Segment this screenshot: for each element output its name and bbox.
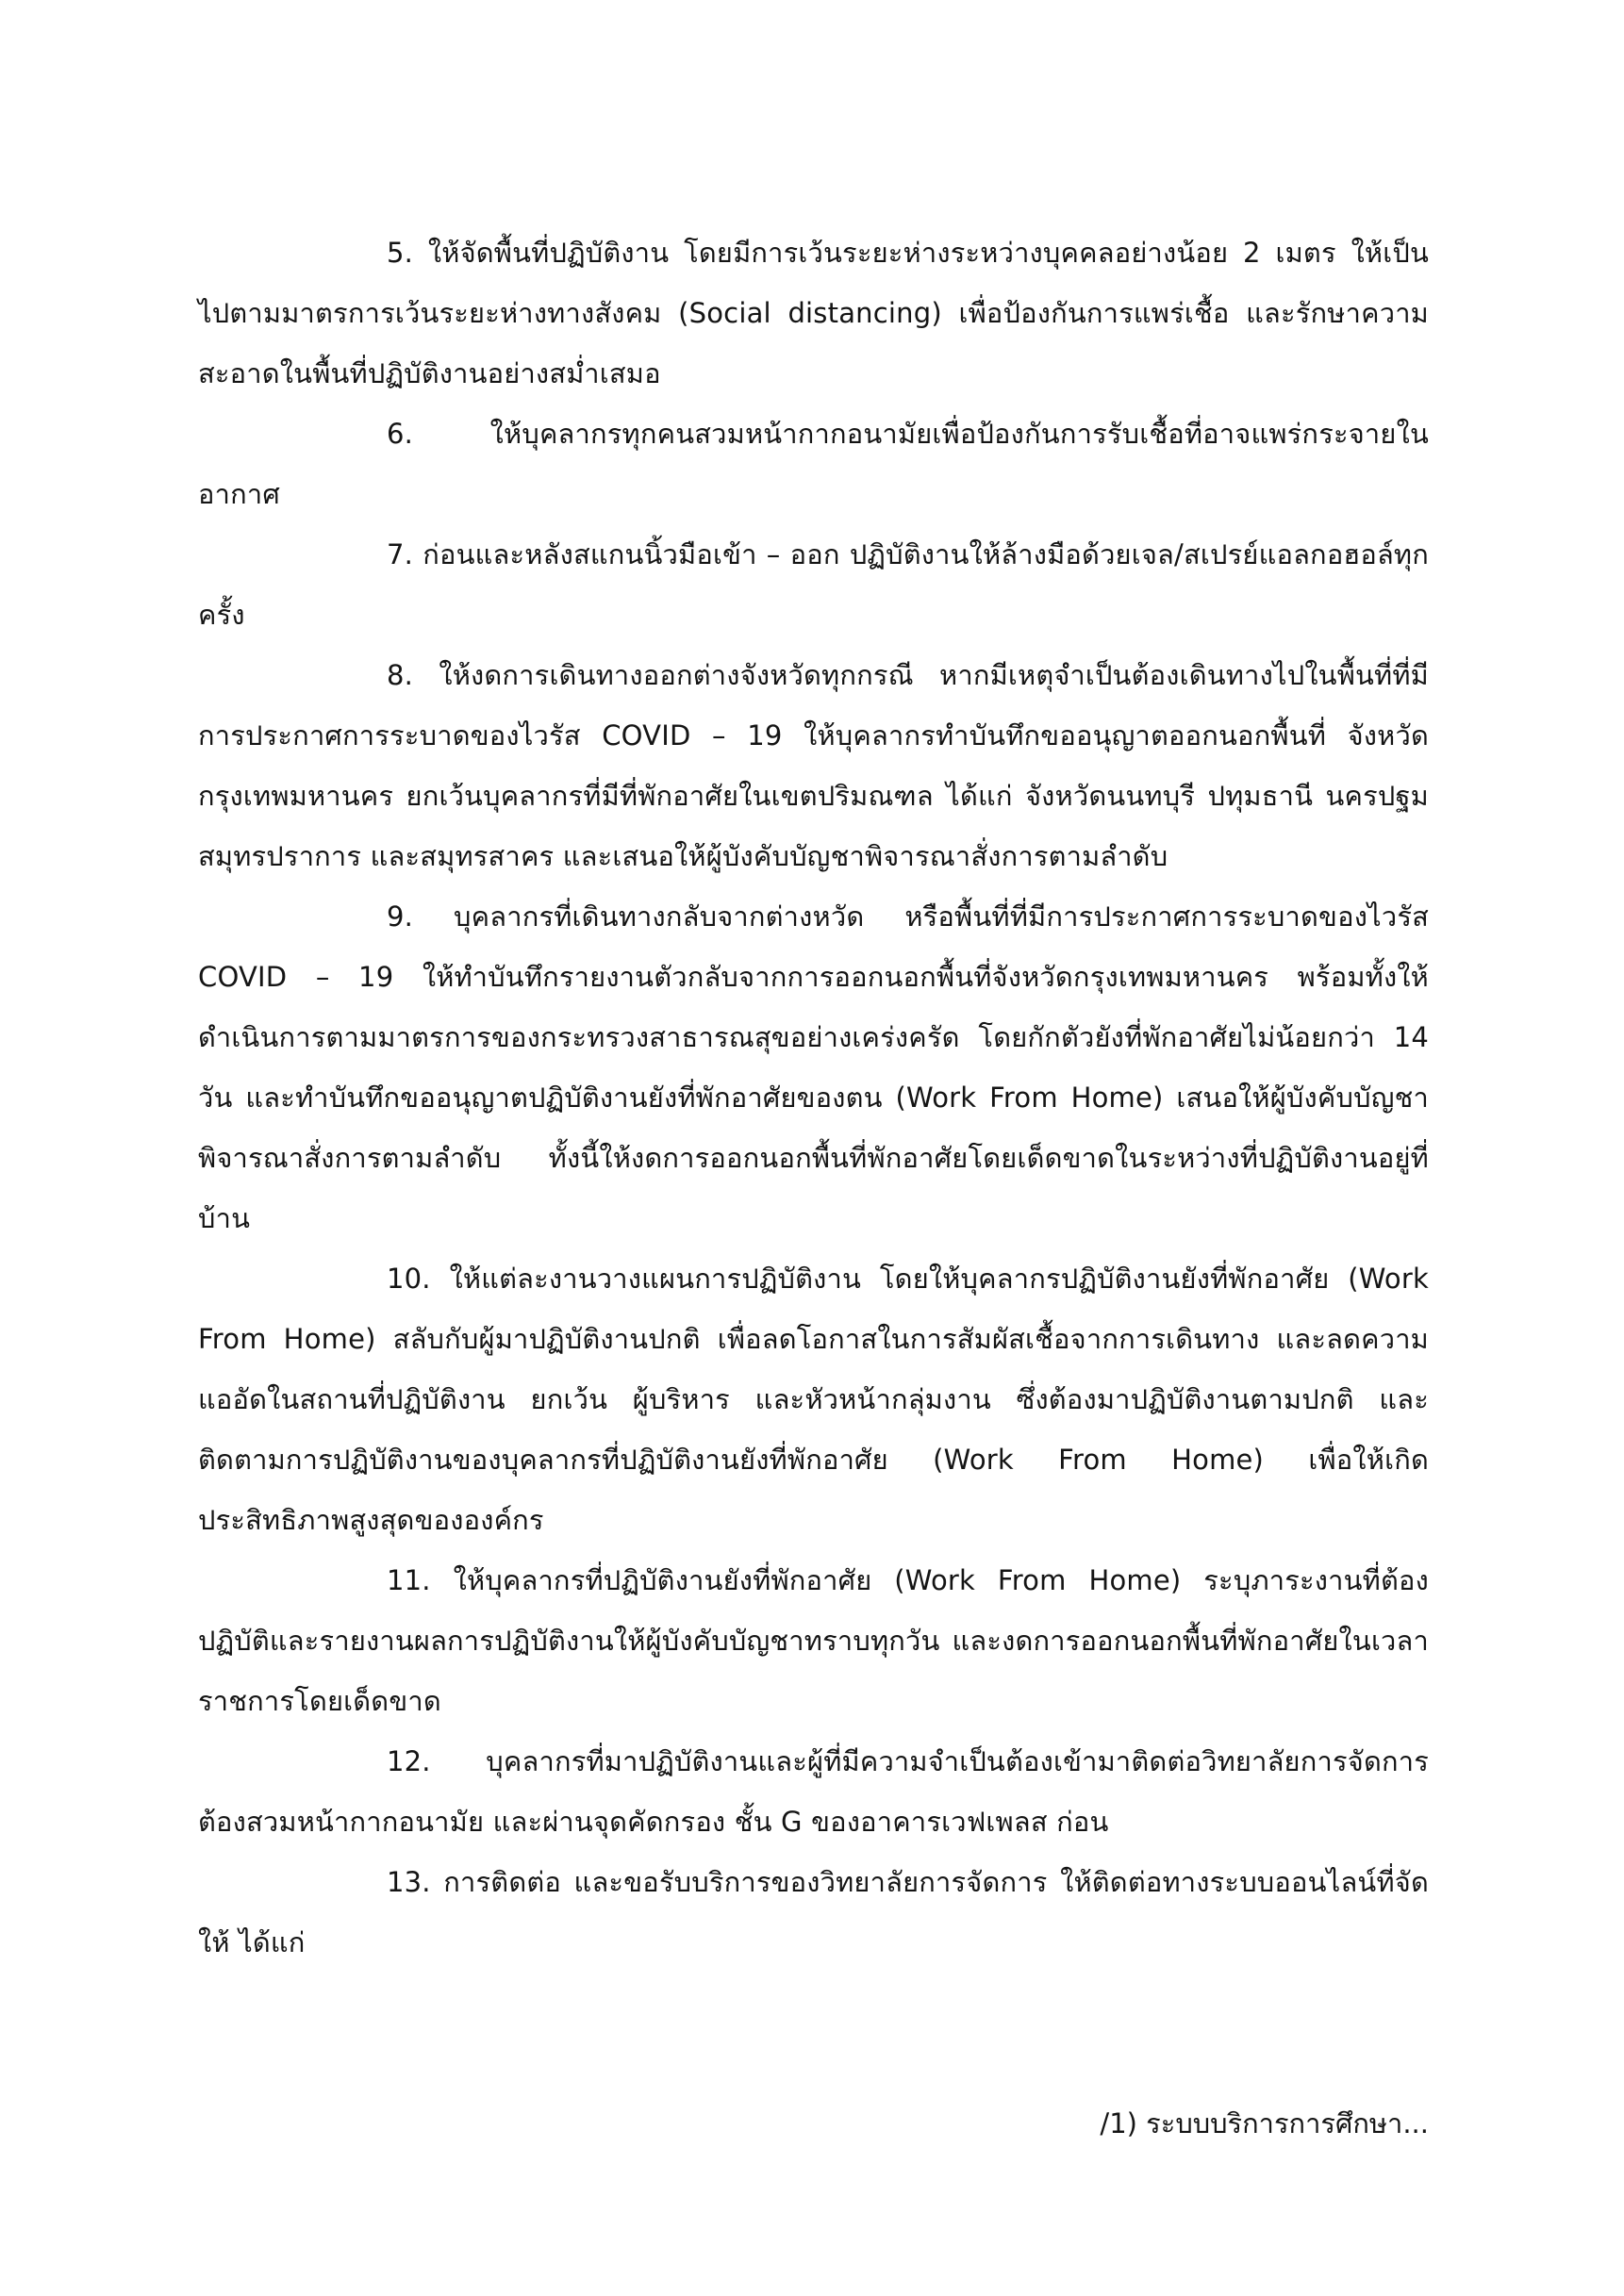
paragraph-item-9: 9. บุคลากรที่เดินทางกลับจากต่างหวัด หรือพื้นที่ที่มีการประกาศการระบาดของไวรัส COVID – 19 ให้ทำบันทึกรายงานตัวกลับจากการออกนอกพื้นที่จังหวัดกรุงเทพมหานคร พร้อมทั้งให้ดำเนินการตามมาตรการของกระทรวงสาธารณสุขอย่างเคร่งครัด โดยกักตัวยังที่พักอาศัยไม่น้อยกว่า 14 วัน และทำบันทึกขออนุญาตปฏิบัติงานยังที่พักอาศัยของตน (Work From Home) เสนอให้ผู้บังคับบัญชาพิจารณาสั่งการตามลำดับ ทั้งนี้ให้งดการออกนอกพื้นที่พักอาศัยโดยเด็ดขาดในระหว่างที่ปฏิบัติงานอยู่ที่บ้าน — [198, 900, 1429, 1234]
paragraph-item-11: 11. ให้บุคลากรที่ปฏิบัติงานยังที่พักอาศัย (Work From Home) ระบุภาระงานที่ต้องปฏิบัติและรายงานผลการปฏิบัติงานให้ผู้บังคับบัญชาทราบทุกวัน และงดการออกนอกพื้นที่พักอาศัยในเวลาราชการโดยเด็ดขาด — [198, 1564, 1429, 1717]
paragraph-item-10: 10. ให้แต่ละงานวางแผนการปฏิบัติงาน โดยให้บุคลากรปฏิบัติงานยังที่พักอาศัย (Work From Home) สลับกับผู้มาปฏิบัติงานปกติ เพื่อลดโอกาสในการสัมผัสเชื้อจากการเดินทาง และลดความแออัดในสถานที่ปฏิบัติงาน ยกเว้น ผู้บริหาร และหัวหน้ากลุ่มงาน ซึ่งต้องมาปฏิบัติงานตามปกติ และติดตามการปฏิบัติงานของบุคลากรที่ปฏิบัติงานยังที่พักอาศัย (Work From Home) เพื่อให้เกิดประสิทธิภาพสูงสุดขององค์กร — [198, 1263, 1429, 1536]
paragraph-item-6: 6. ให้บุคลากรทุกคนสวมหน้ากากอนามัยเพื่อป้องกันการรับเชื้อที่อาจแพร่กระจายในอากาศ — [198, 418, 1429, 510]
paragraph-item-7: 7. ก่อนและหลังสแกนนิ้วมือเข้า – ออก ปฏิบัติงานให้ล้างมือด้วยเจล/สเปรย์แอลกอฮอล์ทุกครั้ง — [198, 538, 1429, 631]
page-continuation-note: /1) ระบบบริการการศึกษา... — [1100, 2107, 1429, 2139]
document-body — [198, 223, 1429, 1973]
paragraph-item-13: 13. การติดต่อ และขอรับบริการของวิทยาลัยการจัดการ ให้ติดต่อทางระบบออนไลน์ที่จัดให้ ได้แก่ — [198, 1866, 1429, 1958]
paragraph-item-12: 12. บุคลากรที่มาปฏิบัติงานและผู้ที่มีความจำเป็นต้องเข้ามาติดต่อวิทยาลัยการจัดการต้องสวมหน้ากากอนามัย และผ่านจุดคัดกรอง ชั้น G ของอาคารเวฟเพลส ก่อน — [198, 1745, 1429, 1838]
paragraph-item-8: 8. ให้งดการเดินทางออกต่างจังหวัดทุกกรณี หากมีเหตุจำเป็นต้องเดินทางไปในพื้นที่ที่มีการประกาศการระบาดของไวรัส COVID – 19 ให้บุคลากรทำบันทึกขออนุญาตออกนอกพื้นที่ จังหวัดกรุงเทพมหานคร ยกเว้นบุคลากรที่มีที่พักอาศัยในเขตปริมณฑล ได้แก่ จังหวัดนนทบุรี ปทุมธานี นครปฐม สมุทรปราการ และสมุทรสาคร และเสนอให้ผู้บังคับบัญชาพิจารณาสั่งการตามลำดับ — [198, 659, 1429, 872]
paragraph-item-5: 5. ให้จัดพื้นที่ปฏิบัติงาน โดยมีการเว้นระยะห่างระหว่างบุคคลอย่างน้อย 2 เมตร ให้เป็นไปตามมาตรการเว้นระยะห่างทางสังคม (Social distancing) เพื่อป้องกันการแพร่เชื้อ และรักษาความสะอาดในพื้นที่ปฏิบัติงานอย่างสม่ำเสมอ — [198, 237, 1429, 389]
